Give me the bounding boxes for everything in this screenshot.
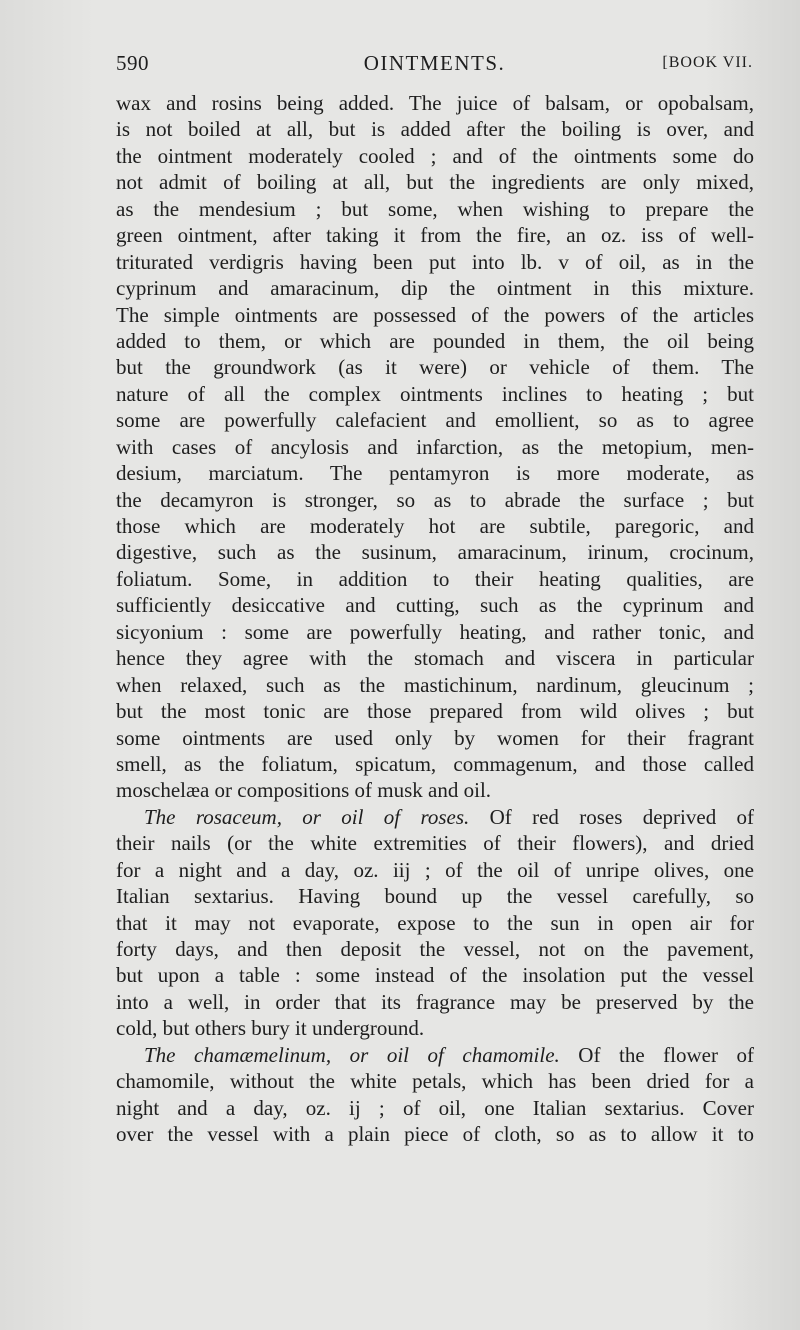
chamaemelinum-heading: The chamæmelinum, or oil of chamomile. [144, 1042, 560, 1067]
text-line: the ointment moderately cooled ; and of the ointments some do [116, 143, 754, 168]
text-line: digestive, such as the susinum, amaracinum, irinum, crocinum, [116, 540, 754, 565]
chamaemelinum-first-text: Of the flower of [578, 1042, 754, 1067]
text-line: wax and rosins being added. The juice of balsam, or opobalsam, [116, 91, 754, 115]
rosaceum-first-text: Of red roses deprived of [489, 804, 754, 829]
rosaceum-first-line [116, 804, 754, 830]
chapter-title: OINTMENTS. [363, 51, 506, 75]
text-line: some are powerfully calefacient and emollient, so as to agree [116, 408, 754, 433]
body-text [116, 90, 754, 1148]
text-line: cold, but others bury it underground. [116, 1016, 425, 1041]
text-line: but the groundwork (as it were) or vehicle of them. The [116, 355, 754, 380]
text-line: some ointments are used only by women for their fragrant [116, 725, 754, 750]
text-line: those which are moderately hot are subtile, paregoric, and [116, 514, 754, 538]
text-line: but the most tonic are those prepared from wild olives ; but [116, 699, 754, 724]
text-line: their nails (or the white extremities of their flowers), and dried [116, 831, 754, 856]
text-line: smell, as the foliatum, spicatum, commagenum, and those called [116, 751, 754, 776]
text-line: green ointment, after taking it from the fire, an oz. iss of well- [116, 223, 754, 248]
page-number: 590 [116, 51, 149, 75]
text-line: desium, marciatum. The pentamyron is more moderate, as [116, 461, 754, 486]
text-line: sufficiently desiccative and cutting, such as the cyprinum and [116, 593, 754, 618]
text-line: that it may not evaporate, expose to the sun in open air for [116, 910, 754, 935]
rosaceum-heading: The rosaceum, or oil of roses. [144, 804, 470, 829]
text-line: foliatum. Some, in addition to their heating qualities, are [116, 566, 754, 591]
text-line: into a well, in order that its fragrance may be preserved by the [116, 989, 754, 1014]
text-line: not admit of boiling at all, but the ingredients are only mixed, [116, 170, 754, 195]
text-line: cyprinum and amaracinum, dip the ointment in this mixture. [116, 276, 754, 301]
text-line: is not boiled at all, but is added after the boiling is over, and [116, 117, 754, 142]
text-line: forty days, and then deposit the vessel, not on the pavement, [116, 937, 754, 961]
text-line: with cases of ancylosis and infarction, as the metopium, men- [116, 434, 754, 459]
text-line: hence they agree with the stomach and viscera in particular [116, 646, 754, 671]
chamaemelinum-first-line [116, 1042, 754, 1068]
text-line: as the mendesium ; but some, when wishing to prepare the [116, 196, 754, 221]
running-head [116, 50, 753, 76]
text-line: sicyonium : some are powerfully heating, and rather tonic, and [116, 619, 754, 644]
text-line: added to them, or which are pounded in them, the oil being [116, 328, 754, 353]
text-line: night and a day, oz. ij ; of oil, one Italian sextarius. Cover [116, 1095, 754, 1120]
text-line: when relaxed, such as the mastichinum, nardinum, gleucinum ; [116, 672, 754, 697]
text-line: The simple ointments are possessed of the powers of the articles [116, 302, 754, 327]
text-line: triturated verdigris having been put into lb. v of oil, as in the [116, 249, 754, 274]
text-line: for a night and a day, oz. iij ; of the oil of unripe olives, one [116, 857, 754, 882]
text-line: over the vessel with a plain piece of cloth, so as to allow it to [116, 1122, 754, 1147]
text-line: nature of all the complex ointments inclines to heating ; but [116, 381, 754, 406]
text-line: Italian sextarius. Having bound up the vessel carefully, so [116, 884, 754, 909]
book-reference: [BOOK VII. [662, 54, 753, 71]
text-line: moschelæa or compositions of musk and oil. [116, 778, 492, 803]
text-line: the decamyron is stronger, so as to abrade the surface ; but [116, 487, 754, 512]
text-line: chamomile, without the white petals, which has been dried for a [116, 1069, 754, 1094]
text-line: but upon a table : some instead of the insolation put the vessel [116, 963, 754, 988]
